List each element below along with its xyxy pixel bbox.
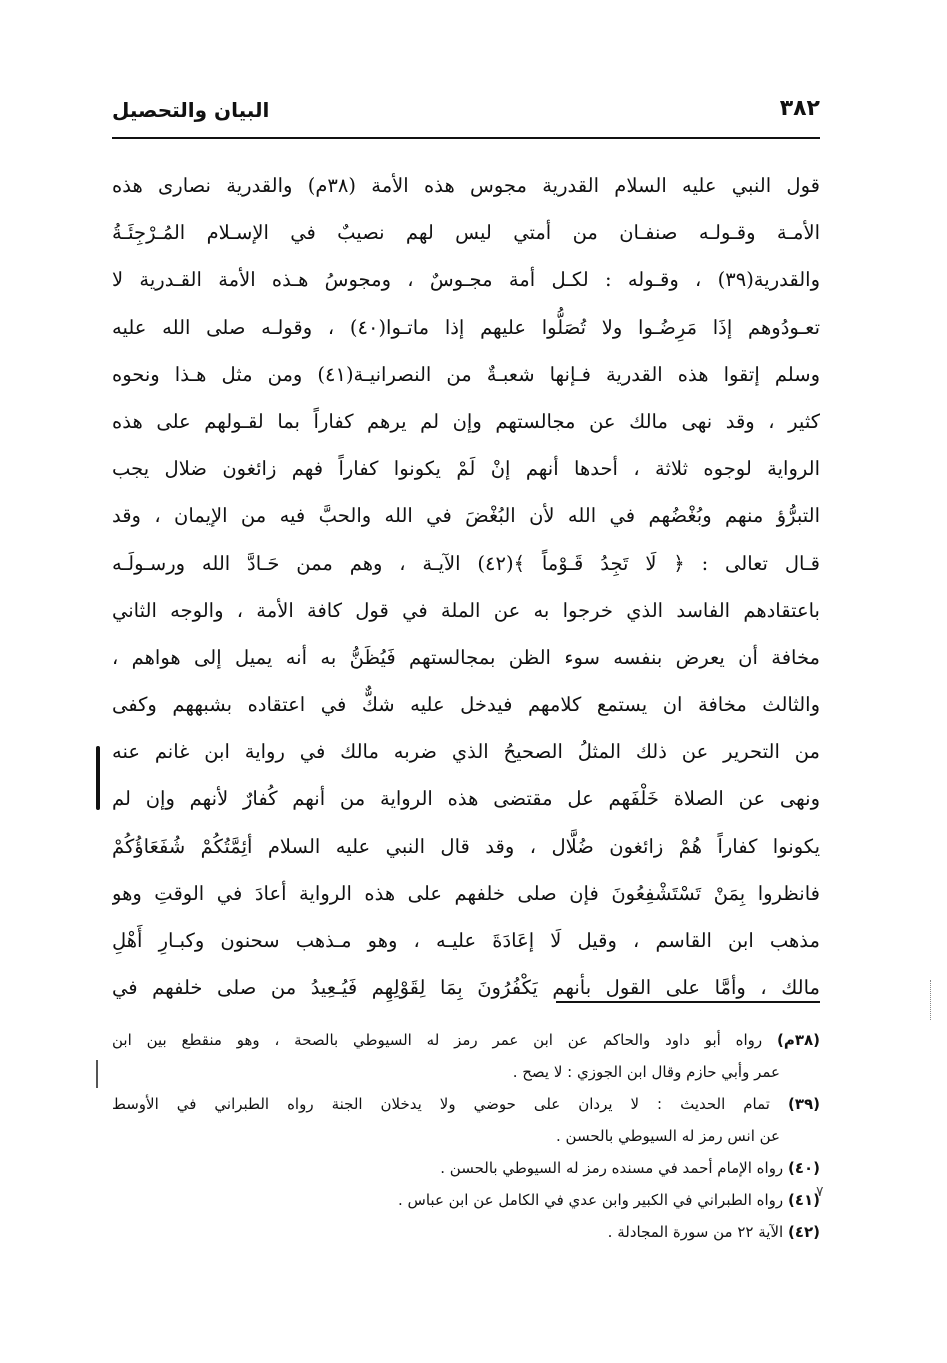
book-title: البيان والتحصيل bbox=[112, 98, 270, 122]
text-line: والثالث مخافة ان يستمع كلامهم فيدخل عليه شكٌّ في اعتقاده بشبههم وكفى bbox=[112, 693, 820, 717]
footnote-40 bbox=[112, 1152, 820, 1184]
page-number: ٣٨٢ bbox=[779, 96, 820, 121]
margin-bracket-mark bbox=[96, 746, 100, 810]
text-line: مذهب ابن القاسم ، وقيل لَا إعَادَةَ عليـه ، وهو مـذهب سحنون وكبـارِ أَهْلِ bbox=[112, 929, 820, 952]
margin-pencil-mark bbox=[96, 1060, 98, 1088]
footnote-text: رواه أبو داود والحاكم عن ابن عمر رمز له السيوطي بالصحة ، وهو منقطع بين ابن bbox=[112, 1031, 763, 1049]
footnote-text: رواه الطبراني في الكبير وابن عدي في الكامل عن ابن عباس . bbox=[398, 1191, 784, 1209]
footnotes bbox=[112, 1024, 820, 1248]
text-line: فانظروا بِمَنْ تَسْتَشْفِعُونَ فإن صلى خلفهم على هذه الرواية أعادَ في الوقتِ وهو bbox=[112, 881, 820, 905]
text-line: مخافة أن يعرض بنفسه سوء الظن بمجالستهم فَيُظَنُّ به أنه يميل إلى هواهم ، bbox=[112, 645, 820, 669]
text-line: الرواية لوجوه ثلاثة ، أحدها أنهم إنْ لَمْ يكونوا كفاراً فهم زائغون ضلال يجب bbox=[112, 457, 820, 481]
page-edge-dots bbox=[930, 980, 933, 1020]
text-line: كثير ، وقد نهى مالك عن مجالستهم وإن لم يرهم كفاراً بما لقـولهم على هذه bbox=[112, 409, 820, 433]
text-line: باعتقادهم الفاسد الذي خرجوا به عن الملة في قول كافة الأمة ، والوجه الثاني bbox=[112, 598, 820, 622]
text-line: قـال تعالى : ﴿ لَا تَجِدُ قَـوْماً ﴾(٤٢) الآيـة ، وهم ممن حَـادَّ الله ورسـولَـه bbox=[112, 551, 820, 575]
footnote-rule bbox=[556, 1001, 820, 1003]
footnote-marker: (٤١) bbox=[787, 1191, 820, 1209]
text-line: التبرُّؤ منهم وبُغْضُهم في الله لأن البُغْضَ في الله والحبَّ فيه من الإيمان ، وقد bbox=[112, 504, 820, 528]
footnote-marker: (٤٠) bbox=[787, 1159, 820, 1177]
text-line: الأمـة وقـولـه صنفـان من أمتي ليس لهم نصيبٌ في الإسـلام المُـرْجِئَـةُ bbox=[112, 221, 820, 245]
text-line: يكونوا كفاراً هُمْ زائغون ضُلَّال ، وقد قال النبي عليه السلام أئِمَّتُكُمْ شُفَعَاؤُكُمْ bbox=[112, 834, 820, 858]
running-head bbox=[112, 96, 820, 132]
text-line: قول النبي عليه السلام القدرية مجوس هذه الأمة (٣٨م) والقدرية نصارى هذه bbox=[112, 174, 820, 197]
text-line: ونهى عن الصلاة خَلْفَهم عل مقتضى هذه الرواية من أنهم كُفارٌ لأنهم وإن لم bbox=[112, 787, 820, 811]
footnote-38m bbox=[112, 1024, 820, 1056]
footnote-42 bbox=[112, 1216, 820, 1248]
main-text bbox=[112, 162, 820, 1011]
footnote-marker: (٣٩) bbox=[787, 1095, 820, 1113]
footnote-38m-continuation: عمر وأبي حازم وقال ابن الجوزي : لا يصح . bbox=[512, 1063, 780, 1081]
text-line: من التحرير عن ذلك المثلُ الصحيحُ الذي ضربه مالك في رواية ابن غانم عنه bbox=[112, 740, 820, 764]
text-line: مالك ، وأمَّا على القول بأنهم يَكْفُرُونَ بِمَا لِقَوْلِهِم فَيُـعِيدُ من صلى خلفهم في bbox=[112, 976, 820, 1000]
footnote-marker: (٤٢) bbox=[787, 1223, 820, 1241]
footnote-39-continuation: عن انس رمز له السيوطي بالحسن . bbox=[555, 1127, 780, 1145]
text-line: وسلم إتقوا هذه القدرية فـإنها شعبـةٌ من النصرانيـة(٤١) ومن مثل هـذا ونحوه bbox=[112, 362, 820, 386]
footnote-41 bbox=[112, 1184, 820, 1216]
footnote-text: رواه الإمام أحمد في مسنده رمز له السيوطي بالحسن . bbox=[440, 1159, 784, 1177]
footnote-39 bbox=[112, 1088, 820, 1120]
header-rule bbox=[112, 137, 820, 139]
footnote-text: الآية ٢٢ من سورة المجادلة . bbox=[607, 1223, 784, 1241]
footnote-text: تمام الحديث : لا يردان على حوضي ولا يدخلان الجنة رواه الطبراني في الأوسط bbox=[112, 1095, 770, 1113]
text-line: والقدرية(٣٩) ، وقـوله : لكـل أمة مجـوسٌ ، ومجوسُ هـذه الأمة القـدرية لا bbox=[112, 268, 820, 292]
text-line: تعـودُوهم إذَا مَرِضُـوا ولا تُصَلُّوا عليهم إذا ماتـوا(٤٠) ، وقولـه صلى الله عليه bbox=[112, 315, 820, 339]
margin-tick-mark: ٧ bbox=[816, 1184, 824, 1200]
footnote-marker: (٣٨م) bbox=[776, 1031, 820, 1049]
